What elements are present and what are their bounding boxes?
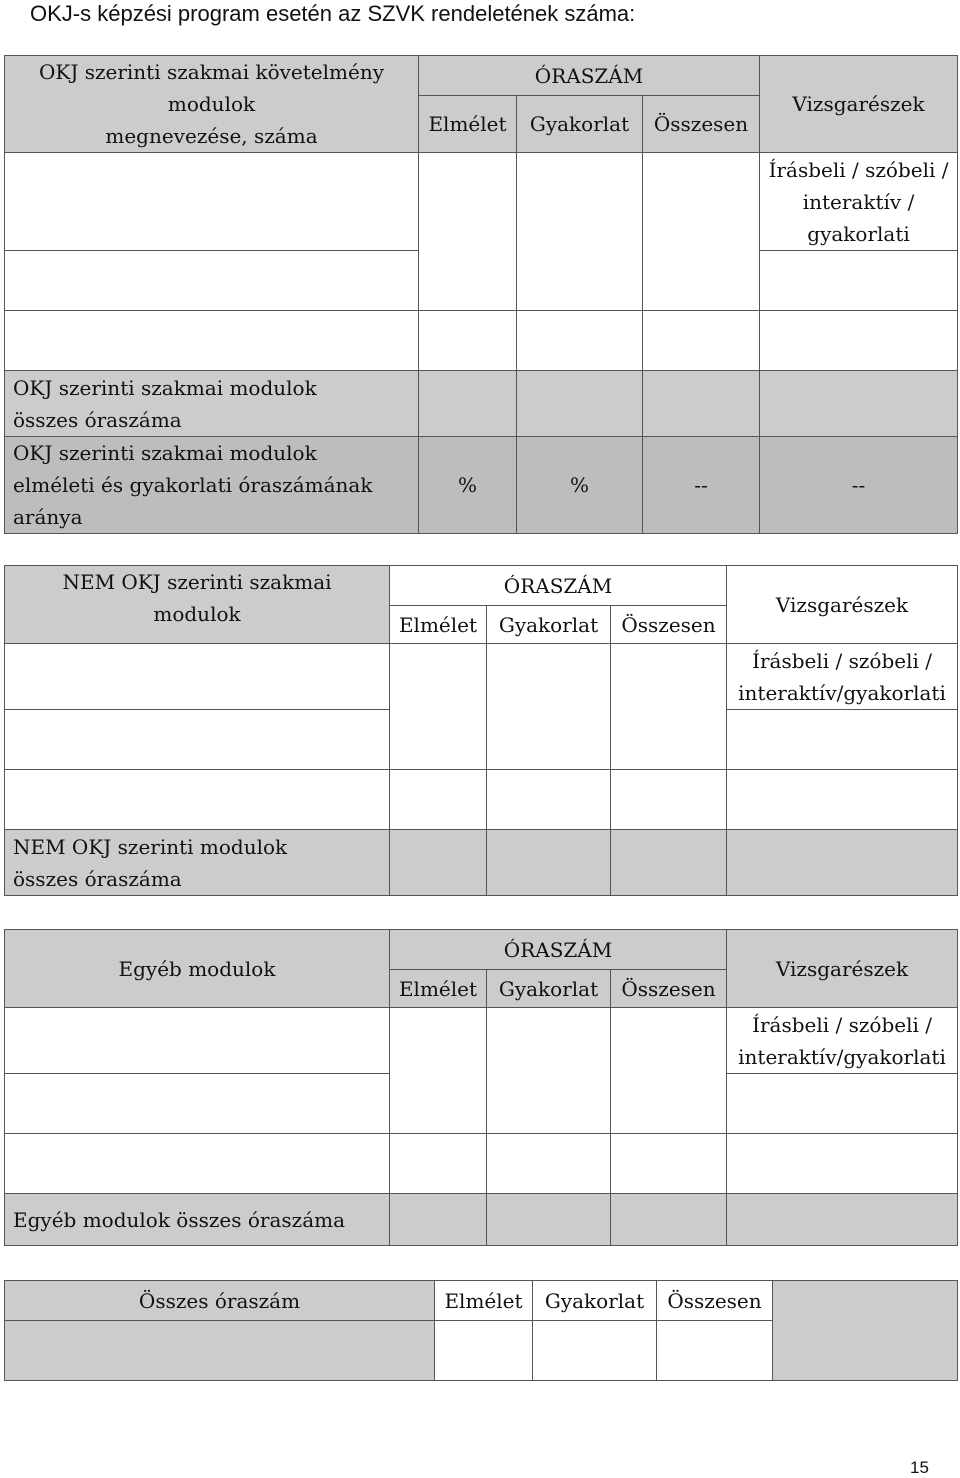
module-name-header: NEM OKJ szerinti szakmai modulok [5, 566, 390, 644]
osszesen-header: Összesen [643, 96, 760, 153]
input-cell[interactable] [611, 830, 727, 896]
input-cell[interactable] [517, 371, 643, 437]
input-cell[interactable] [760, 371, 958, 437]
oraszam-header: ÓRASZÁM [419, 56, 760, 96]
input-cell[interactable] [760, 311, 958, 371]
ratio-elmelet: % [419, 437, 517, 534]
input-cell[interactable] [487, 1134, 611, 1194]
input-cell[interactable] [390, 1008, 487, 1134]
input-cell[interactable] [643, 311, 760, 371]
input-cell[interactable] [390, 770, 487, 830]
input-cell[interactable] [643, 153, 760, 311]
input-cell[interactable] [5, 710, 390, 770]
egyeb-modules-table [4, 929, 958, 1246]
input-cell[interactable] [5, 311, 419, 371]
input-cell[interactable] [657, 1321, 773, 1381]
input-cell[interactable] [419, 371, 517, 437]
input-cell[interactable] [5, 1008, 390, 1074]
vizsgareszek-header: Vizsgarészek [760, 56, 958, 153]
vizsgareszek-header: Vizsgarészek [727, 930, 958, 1008]
elmelet-header: Elmélet [390, 970, 487, 1008]
input-cell[interactable] [727, 830, 958, 896]
module-name-header: OKJ szerinti szakmai követelmény modulok megnevezése, száma [5, 56, 419, 153]
oraszam-header: ÓRASZÁM [390, 930, 727, 970]
oraszam-header: ÓRASZÁM [390, 566, 727, 606]
gyakorlat-header: Gyakorlat [517, 96, 643, 153]
vizsga-type-label: Írásbeli / szóbeli / interaktív / gyakorlati [760, 153, 958, 251]
input-cell[interactable] [5, 1134, 390, 1194]
osszes-oraszam-table [4, 1280, 958, 1381]
input-cell[interactable] [760, 251, 958, 311]
egyeb-total-label: Egyéb modulok összes óraszáma [5, 1194, 390, 1246]
input-cell[interactable] [390, 830, 487, 896]
input-cell[interactable] [390, 644, 487, 770]
input-cell[interactable] [727, 1194, 958, 1246]
elmelet-header: Elmélet [419, 96, 517, 153]
input-cell[interactable] [487, 644, 611, 770]
input-cell[interactable] [611, 644, 727, 770]
ratio-osszesen: -- [643, 437, 760, 534]
gyakorlat-header: Gyakorlat [533, 1281, 657, 1321]
shaded-cell [773, 1281, 958, 1381]
input-cell[interactable] [487, 830, 611, 896]
gyakorlat-header: Gyakorlat [487, 606, 611, 644]
input-cell[interactable] [390, 1134, 487, 1194]
gyakorlat-header: Gyakorlat [487, 970, 611, 1008]
okj-modules-table [4, 55, 958, 534]
okj-ratio-label: OKJ szerinti szakmai modulok elméleti és gyakorlati óraszámának aránya [5, 437, 419, 534]
module-name-header: Egyéb modulok [5, 930, 390, 1008]
input-cell[interactable] [390, 1194, 487, 1246]
vizsgareszek-header: Vizsgarészek [727, 566, 958, 644]
input-cell[interactable] [533, 1321, 657, 1381]
input-cell[interactable] [611, 770, 727, 830]
vizsga-type-label: Írásbeli / szóbeli / interaktív/gyakorlati [727, 1008, 958, 1074]
shaded-cell [5, 1321, 435, 1381]
input-cell[interactable] [611, 1134, 727, 1194]
ratio-vizsga: -- [760, 437, 958, 534]
vizsga-type-label: Írásbeli / szóbeli / interaktív/gyakorlati [727, 644, 958, 710]
osszesen-header: Összesen [611, 606, 727, 644]
input-cell[interactable] [487, 770, 611, 830]
osszesen-header: Összesen [611, 970, 727, 1008]
input-cell[interactable] [5, 251, 419, 311]
input-cell[interactable] [487, 1008, 611, 1134]
input-cell[interactable] [419, 311, 517, 371]
page-number: 15 [910, 1458, 929, 1477]
input-cell[interactable] [611, 1008, 727, 1134]
elmelet-header: Elmélet [435, 1281, 533, 1321]
input-cell[interactable] [419, 153, 517, 311]
form-intro-text: OKJ-s képzési program esetén az SZVK rendeletének száma: [30, 1, 636, 26]
ratio-gyakorlat: % [517, 437, 643, 534]
elmelet-header: Elmélet [390, 606, 487, 644]
osszesen-header: Összesen [657, 1281, 773, 1321]
osszes-oraszam-label: Összes óraszám [5, 1281, 435, 1321]
input-cell[interactable] [643, 371, 760, 437]
input-cell[interactable] [487, 1194, 611, 1246]
input-cell[interactable] [5, 153, 419, 251]
input-cell[interactable] [435, 1321, 533, 1381]
input-cell[interactable] [611, 1194, 727, 1246]
input-cell[interactable] [5, 1074, 390, 1134]
okj-total-label: OKJ szerinti szakmai modulok összes óraszáma [5, 371, 419, 437]
input-cell[interactable] [727, 770, 958, 830]
input-cell[interactable] [5, 770, 390, 830]
nem-okj-total-label: NEM OKJ szerinti modulok összes óraszáma [5, 830, 390, 896]
input-cell[interactable] [727, 1134, 958, 1194]
nem-okj-modules-table [4, 565, 958, 896]
input-cell[interactable] [5, 644, 390, 710]
input-cell[interactable] [517, 153, 643, 311]
input-cell[interactable] [727, 1074, 958, 1134]
input-cell[interactable] [727, 710, 958, 770]
input-cell[interactable] [517, 311, 643, 371]
